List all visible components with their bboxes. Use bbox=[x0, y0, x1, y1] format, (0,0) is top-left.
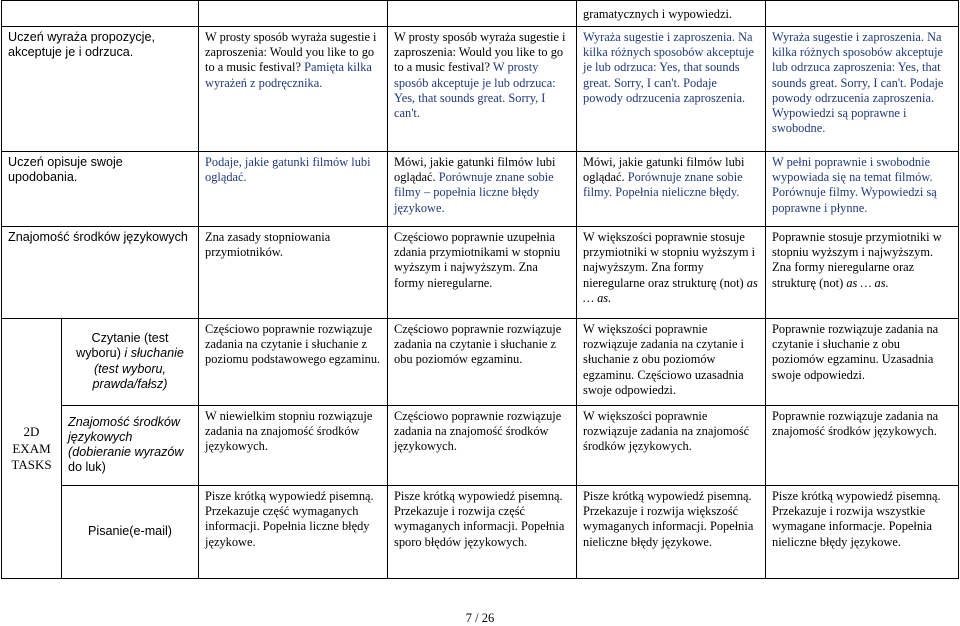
table-row bbox=[2, 319, 959, 406]
table-row bbox=[2, 406, 959, 486]
criterion-cell bbox=[2, 1, 199, 27]
cell-text-italic: as … as. bbox=[583, 275, 758, 305]
criterion-text: Znajomość środków językowych bbox=[8, 230, 188, 244]
grade-cell bbox=[577, 406, 766, 486]
cell-text-accent: Porównuje znane sobie filmy – popełnia liczne błędy językowe. bbox=[394, 170, 554, 215]
table-row bbox=[2, 27, 959, 152]
grade-cell bbox=[766, 152, 959, 227]
grade-cell bbox=[199, 1, 388, 27]
skill-text: Czytanie (test wyboru) bbox=[76, 331, 169, 361]
table-row bbox=[2, 1, 959, 27]
grade-cell bbox=[766, 406, 959, 486]
skill-cell bbox=[62, 486, 199, 579]
grade-cell bbox=[577, 27, 766, 152]
cell-text-accent: W pełni poprawnie i swobodnie wypowiada się na temat filmów. Porównuje filmy. Wypowiedzi są poprawne i płynne. bbox=[772, 155, 937, 215]
grade-cell bbox=[577, 152, 766, 227]
cell-text: W większości poprawnie rozwiązuje zadania na czytanie i słuchanie z obu poziomów egzaminu. Częściowo uzasadnia swoje odpowiedzi. bbox=[583, 322, 744, 397]
grade-cell bbox=[577, 319, 766, 406]
cell-text: Częściowo poprawnie rozwiązuje zadania na znajomość środków językowych. bbox=[394, 409, 562, 454]
cell-text: Częściowo poprawnie uzupełnia zdania przymiotnikami w stopniu wyższym i najwyższym. Zna formy nieregularne. bbox=[394, 230, 561, 290]
grade-cell bbox=[577, 1, 766, 27]
criterion-cell bbox=[2, 27, 199, 152]
grade-cell bbox=[388, 486, 577, 579]
table-row bbox=[2, 486, 959, 579]
table-row bbox=[2, 152, 959, 227]
grade-cell bbox=[199, 406, 388, 486]
grade-cell bbox=[199, 319, 388, 406]
grade-cell bbox=[199, 27, 388, 152]
cell-text: Poprawnie rozwiązuje zadania na czytanie i słuchanie z obu poziomów egzaminu. Uzasadnia swoje odpowiedzi. bbox=[772, 322, 939, 382]
cell-text-accent: Porównuje znane sobie filmy. Popełnia nieliczne błędy. bbox=[583, 170, 743, 200]
cell-text: Pisze krótką wypowiedź pisemną. Przekazuje i rozwija część wymaganych informacji. Popełnia sporo błędów językowych. bbox=[394, 489, 565, 549]
skill-cell bbox=[62, 406, 199, 486]
skill-text: do luk) bbox=[68, 460, 106, 475]
table-row bbox=[2, 227, 959, 319]
cell-text-accent: W prosty sposób akceptuje je lub odrzuca: Yes, that sounds great. Sorry, I can't. bbox=[394, 60, 556, 121]
grade-cell bbox=[766, 227, 959, 319]
cell-text: Pisze krótką wypowiedź pisemną. Przekazuje część wymaganych informacji. Popełnia liczne błędy językowe. bbox=[205, 489, 374, 549]
cell-text: W większości poprawnie stosuje przymiotniki w stopniu wyższym i najwyższym. Zna formy nieregularne oraz strukturę (not) bbox=[583, 230, 756, 290]
grade-cell bbox=[766, 486, 959, 579]
grade-cell bbox=[577, 227, 766, 319]
grade-cell bbox=[388, 406, 577, 486]
grade-cell bbox=[766, 1, 959, 27]
cell-text: Częściowo poprawnie rozwiązuje zadania na czytanie i słuchanie z obu poziomów egzaminu. bbox=[394, 322, 562, 367]
page-number: 7 / 26 bbox=[465, 611, 495, 625]
cell-text: Częściowo poprawnie rozwiązuje zadania na czytanie i słuchanie z poziomu podstawowego egzaminu. bbox=[205, 322, 381, 367]
section-code: 2D bbox=[23, 424, 40, 440]
grade-cell bbox=[388, 319, 577, 406]
cell-text: Mówi, jakie gatunki filmów lubi oglądać. bbox=[394, 155, 556, 185]
section-title: EXAM TASKS bbox=[11, 441, 52, 472]
skill-cell bbox=[62, 319, 199, 406]
grade-cell bbox=[577, 486, 766, 579]
cell-text-italic: as … as. bbox=[846, 275, 889, 290]
cell-text-accent: Pamięta kilka wyrażeń z podręcznika. bbox=[205, 60, 372, 90]
criterion-cell bbox=[2, 227, 199, 319]
cell-text: Zna zasady stopniowania przymiotników. bbox=[205, 230, 331, 260]
cell-text: Pisze krótką wypowiedź pisemną. Przekazuje i rozwija większość wymaganych informacji. Popełnia nieliczne błędy językowe. bbox=[583, 489, 754, 549]
cell-text: gramatycznych i wypowiedzi. bbox=[583, 6, 732, 21]
cell-text: W prosty sposób wyraża sugestie i zaproszenia: Would you like to go to a music festival? bbox=[205, 30, 377, 75]
grade-cell bbox=[199, 152, 388, 227]
grade-cell bbox=[766, 27, 959, 152]
criterion-cell bbox=[2, 152, 199, 227]
grade-cell bbox=[199, 227, 388, 319]
skill-text: Pisanie(e-mail) bbox=[88, 523, 172, 538]
cell-text: Pisze krótką wypowiedź pisemną. Przekazuje i rozwija wszystkie wymagane informacje. Popełnia nieliczne błędy językowe. bbox=[772, 489, 941, 549]
cell-text: Mówi, jakie gatunki filmów lubi oglądać. bbox=[583, 155, 745, 185]
cell-text: W większości poprawnie rozwiązuje zadania na znajomość środków językowych. bbox=[583, 409, 750, 454]
grade-cell bbox=[388, 227, 577, 319]
section-label-cell bbox=[2, 319, 62, 579]
grade-cell bbox=[388, 1, 577, 27]
skill-text-italic: Znajomość środków językowych (dobieranie wyrazów bbox=[68, 414, 184, 459]
cell-text: W prosty sposób wyraża sugestie i zaproszenia: Would you like to go to a music festival? bbox=[394, 30, 566, 75]
cell-text: W niewielkim stopniu rozwiązuje zadania na znajomość środków językowych. bbox=[205, 409, 373, 454]
cell-text: Poprawnie stosuje przymiotniki w stopniu wyższym i najwyższym. Zna formy nieregularne oraz strukturę (not) bbox=[772, 230, 942, 290]
grade-cell bbox=[388, 27, 577, 152]
cell-text-accent: Wyraża sugestie i zaproszenia. Na kilka różnych sposobów akceptuje lub odrzuca zaproszenia: Yes, that sounds great. Sorry, I can't. Podaje powody odrzucenia zaproszenia. Wypowiedzi są poprawne i swobodne. bbox=[772, 30, 944, 136]
grade-cell bbox=[766, 319, 959, 406]
criterion-text: Uczeń wyraża propozycje, akceptuje je i odrzuca. bbox=[8, 30, 155, 60]
criterion-text: Uczeń opisuje swoje upodobania. bbox=[8, 155, 123, 185]
cell-text-accent: Podaje, jakie gatunki filmów lubi oglądać. bbox=[205, 155, 371, 185]
grade-cell bbox=[199, 486, 388, 579]
grade-cell bbox=[388, 152, 577, 227]
cell-text-accent: Wyraża sugestie i zaproszenia. Na kilka różnych sposobów akceptuje je lub odrzuca: Yes, that sounds great. Sorry, I can't. Podaje powody odrzucenia zaproszenia. bbox=[583, 30, 755, 105]
grading-table bbox=[1, 0, 959, 579]
skill-text-italic: i słuchanie (test wyboru, prawda/fałsz) bbox=[92, 346, 184, 391]
cell-text: Poprawnie rozwiązuje zadania na znajomość środków językowych. bbox=[772, 409, 939, 439]
